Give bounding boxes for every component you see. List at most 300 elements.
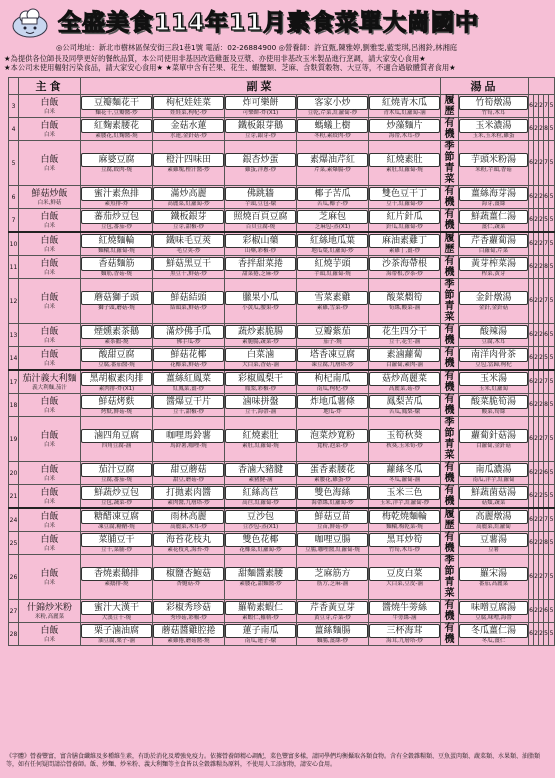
day-cell: 3 — [9, 95, 19, 118]
fruit-cell: 有機 — [441, 347, 459, 371]
dish-name: 玉筍秋葵 — [369, 429, 440, 443]
dish-name: 彩椒鳳梨干 — [225, 372, 296, 386]
dish-name: 紅燒芋頭 — [297, 257, 368, 271]
dish-cell — [153, 141, 225, 186]
dish-ingredients: 麵輪,紅蘿蔔-燒 — [98, 247, 135, 254]
nutrition-value: 6 — [544, 324, 549, 347]
dish-cell — [225, 370, 297, 394]
dish-ingredients: 豆腐,番茄-燒 — [100, 476, 133, 483]
dish-cell — [225, 324, 297, 347]
dish-cell — [81, 256, 153, 279]
dish-cell — [297, 508, 369, 532]
dish-name: 臘果小瓜 — [225, 291, 296, 305]
dish-name: 豆皮白菜 — [369, 567, 440, 581]
dish-cell — [153, 623, 225, 646]
main-cell — [19, 417, 81, 462]
dish-name: 香燒素鵝排 — [81, 567, 152, 581]
day-cell: 20 — [9, 462, 19, 485]
dish-cell — [81, 508, 153, 532]
dish-cell — [369, 95, 441, 118]
dish-ingredients: 筍絲,酸菜-滷 — [388, 304, 421, 311]
soup-name: 鮮蔬薑仁湯 — [459, 210, 528, 224]
dish-cell — [297, 600, 369, 623]
soup-cell — [459, 532, 529, 555]
nutrition-value: 2 — [539, 417, 544, 462]
dish-ingredients: 甜菜捲,芝麻-炒 — [242, 270, 279, 277]
main-ingredients: 白米 — [43, 545, 55, 552]
main-dish: 白飯 — [40, 396, 59, 407]
soup-cell — [459, 394, 529, 417]
dish-ingredients: 秋葵,玉米筍-炒 — [386, 442, 423, 449]
dish-name: 金菇水蓮 — [153, 119, 224, 133]
dish-name: 豆沙包 — [225, 510, 296, 524]
dish-ingredients: 山藥,彩椒-炒 — [244, 247, 277, 254]
main-cell — [19, 347, 81, 371]
dish-name: 鮮蔬炒豆包 — [81, 486, 152, 500]
soup-cell — [459, 141, 529, 186]
dish-cell — [225, 141, 297, 186]
dish-name: 雙色海絲 — [297, 486, 368, 500]
dish-cell — [81, 232, 153, 256]
nutrition-value: 6 — [529, 209, 534, 233]
main-cell — [19, 370, 81, 394]
nutrition-value: 5 — [549, 347, 555, 371]
dish-name: 芹香黃豆芽 — [297, 601, 368, 615]
menu-row — [9, 370, 555, 394]
dish-cell — [369, 370, 441, 394]
dish-cell — [297, 417, 369, 462]
nutrition-value: 2 — [534, 462, 539, 485]
nutrition-value: 5 — [549, 485, 555, 509]
nutrition-value: 6 — [529, 370, 534, 394]
menu-row — [9, 623, 555, 646]
menu-row — [9, 256, 555, 279]
nutrition-value: 6 — [544, 186, 549, 209]
dish-cell — [225, 394, 297, 417]
dish-name: 銀杏炒蛋 — [225, 153, 296, 167]
dish-ingredients: 秀珍菇,彩椒-炒 — [170, 614, 207, 621]
nutrition-value: 2 — [539, 394, 544, 417]
dish-ingredients: 豆干,菜脯-炒 — [100, 546, 133, 553]
dish-ingredients: 百頁豆腐-燒 — [245, 223, 276, 230]
dish-ingredients: 冬瓜,蘿蔔-滷 — [388, 476, 421, 483]
dish-ingredients: 凍豆腐,糖醋-燒 — [98, 523, 135, 530]
dish-cell — [369, 623, 441, 646]
dish-name: 椰子苦瓜 — [297, 187, 368, 201]
soup-name: 南瓜濃湯 — [459, 463, 528, 477]
dish-cell — [297, 141, 369, 186]
nutrition-value: 6 — [529, 232, 534, 256]
nutrition-value: 8 — [544, 118, 549, 141]
soup-cell — [459, 209, 529, 233]
fruit-cell: 季節青菜 — [441, 555, 459, 600]
dish-ingredients: 小黃瓜,腰果-炒 — [242, 304, 279, 311]
dish-ingredients: 苦瓜,鳳梨-燉 — [388, 408, 421, 415]
soup-name: 蘿蔔針菇湯 — [459, 429, 528, 443]
nutrition-value: 2 — [539, 370, 544, 394]
nutrition-value: 5 — [549, 256, 555, 279]
nutrition-value: 5 — [549, 532, 555, 555]
dish-cell — [153, 462, 225, 485]
dish-cell — [225, 279, 297, 324]
nutrition-value: 5 — [549, 118, 555, 141]
dish-name: 鳳梨苦瓜 — [369, 395, 440, 409]
main-dish: 白飯 — [40, 258, 59, 269]
dish-ingredients: 素肚,紅蘿蔔-燒 — [242, 442, 279, 449]
menu-header-row — [9, 78, 555, 95]
nutrition-value: 8 — [544, 532, 549, 555]
main-cell — [19, 186, 81, 209]
nutrition-value: 2 — [539, 209, 544, 233]
dish-cell — [225, 118, 297, 141]
main-ingredients: 白米 — [43, 522, 55, 529]
nutrition-value: 6 — [529, 256, 534, 279]
nutrition-value: 6 — [529, 324, 534, 347]
dish-name: 鮮菇烤麩 — [81, 395, 152, 409]
nutrition-value: 2 — [539, 95, 544, 118]
soup-ingredients: 豆包,當歸,枸杞 — [475, 361, 512, 368]
dish-cell — [153, 485, 225, 509]
main-ingredients: 白米 — [43, 475, 55, 482]
dish-cell — [225, 186, 297, 209]
main-cell — [19, 279, 81, 324]
dish-ingredients: 芋頭,紅蘿蔔-燒 — [314, 270, 351, 277]
main-dish: 什錦炒米粉 — [26, 602, 72, 613]
dish-name: 滷四角豆腐 — [81, 429, 152, 443]
header — [0, 0, 550, 72]
menu-row — [9, 485, 555, 509]
dish-cell — [81, 600, 153, 623]
menu-row — [9, 508, 555, 532]
fruit-cell: 履歷 — [441, 95, 459, 118]
dish-cell — [297, 186, 369, 209]
nutrition-value: 5 — [549, 95, 555, 118]
nutrition-value: 2 — [539, 279, 544, 324]
dish-name: 鮮菇黑豆干 — [153, 257, 224, 271]
nutrition-value: 8 — [544, 256, 549, 279]
dish-cell — [369, 394, 441, 417]
dish-ingredients: 高麗菜,紅蘿蔔-炒 — [167, 200, 210, 207]
main-ingredients: 白米 — [43, 441, 55, 448]
dish-name: 蓮子南瓜 — [225, 624, 296, 638]
soup-name: 鮮蔬菌菇湯 — [459, 486, 528, 500]
soup-cell — [459, 118, 529, 141]
dish-name: 甜麵醬素腰 — [225, 567, 296, 581]
menu-row — [9, 347, 555, 371]
dish-ingredients: 冬粉,素絞肉-炒 — [314, 132, 351, 139]
dish-ingredients: 麵筋,香菇-燒 — [100, 270, 133, 277]
dish-cell — [369, 209, 441, 233]
soup-cell — [459, 347, 529, 371]
fruit-cell: 季節青菜 — [441, 141, 459, 186]
dish-cell — [225, 462, 297, 485]
dish-ingredients: 素肉醬,九層塔-炒 — [167, 499, 210, 506]
dish-ingredients: 素茶鵝-燒 — [104, 338, 129, 345]
dish-ingredients: 素豬腱-滷 — [248, 476, 273, 483]
dish-name: 酸甜豆腐 — [81, 348, 152, 362]
dish-name: 紅片針瓜 — [369, 210, 440, 224]
dish-cell — [81, 394, 153, 417]
day-cell: 7 — [9, 209, 19, 233]
dish-name: 鮮菇花椰 — [153, 348, 224, 362]
soup-cell — [459, 485, 529, 509]
menu-body — [9, 95, 555, 646]
dish-ingredients: 素魚排-炸 — [104, 200, 129, 207]
dish-cell — [81, 417, 153, 462]
nutrition-value: 5 — [549, 600, 555, 623]
dish-ingredients: 素鵝排-燒 — [104, 580, 129, 587]
nutrition-value: 5 — [549, 370, 555, 394]
dish-cell — [369, 532, 441, 555]
dish-name: 芝麻筋方 — [297, 567, 368, 581]
dish-name: 玉米三色 — [369, 486, 440, 500]
dish-cell — [225, 417, 297, 462]
dish-ingredients: 結頭菜,鮮菇-炒 — [170, 304, 207, 311]
dish-cell — [153, 600, 225, 623]
dish-name: 薑絲麵腸 — [297, 624, 368, 638]
dish-name: 雙色花椰 — [225, 533, 296, 547]
main-ingredients: 白米 — [43, 108, 55, 115]
main-dish: 白飯 — [40, 120, 59, 131]
soup-name: 冬瓜薑仁湯 — [459, 624, 528, 638]
soup-name: 酸菜脆筍湯 — [459, 395, 528, 409]
dish-name: 三杯海茸 — [369, 624, 440, 638]
main-cell — [19, 508, 81, 532]
dish-ingredients: 地瓜-炸 — [323, 408, 342, 415]
dishes-column-header: 副菜 — [81, 78, 441, 95]
dish-cell — [225, 232, 297, 256]
main-ingredients: 白米 — [43, 360, 55, 367]
dish-cell — [369, 256, 441, 279]
dish-ingredients: 凍豆腐,九層塔-炒 — [311, 361, 354, 368]
nutrition-value: 5 — [544, 623, 549, 646]
nutrition-value: 2 — [534, 394, 539, 417]
menu-row — [9, 118, 555, 141]
dish-cell — [81, 279, 153, 324]
fruit-cell: 有機 — [441, 324, 459, 347]
dish-cell — [369, 347, 441, 371]
day-cell: 25 — [9, 532, 19, 555]
dish-ingredients: 黑豆干,鮮菇-炒 — [170, 270, 207, 277]
fruit-cell: 履歷 — [441, 232, 459, 256]
main-cell — [19, 141, 81, 186]
soup-name: 高麗燉湯 — [459, 510, 528, 524]
dish-cell — [369, 508, 441, 532]
nutrition-value: 2 — [534, 600, 539, 623]
fruit-cell: 有機 — [441, 370, 459, 394]
dish-ingredients: 素腰花,紅麴醬-燒 — [95, 132, 138, 139]
dish-name: 香拌甜菜捲 — [225, 257, 296, 271]
main-cell — [19, 118, 81, 141]
dish-ingredients: 豆芽,甜椒-炒 — [172, 223, 205, 230]
nutrition-value: 7 — [544, 370, 549, 394]
dish-cell — [81, 555, 153, 600]
notice-line: ★為提供各位師長及同學更好的餐飲品質，本公司使用非基因改造雞蛋及豆漿、亦使用非基改玉米製品進行烹調，請大家安心食用★ — [4, 54, 426, 63]
dish-ingredients: 花椰菜,紅蘿蔔-炒 — [239, 546, 282, 553]
dish-name: 黑耳炒筍 — [369, 533, 440, 547]
dish-ingredients: 豆腸,咖哩醬,紅蘿蔔-燒 — [305, 546, 360, 553]
main-cell — [19, 555, 81, 600]
main-cell — [19, 532, 81, 555]
day-cell: 17 — [9, 370, 19, 394]
soup-ingredients: 南瓜,洋芋,紅蘿蔔 — [472, 476, 515, 483]
soup-ingredients: 竹筍,木耳 — [481, 109, 506, 116]
dish-ingredients: 雞蛋,洋蔥-炒 — [244, 166, 277, 173]
day-cell: 24 — [9, 508, 19, 532]
dish-ingredients: 海茸,九層塔-炒 — [386, 637, 423, 644]
main-dish: 茄汁義大利麵 — [22, 373, 77, 384]
dish-cell — [153, 370, 225, 394]
dish-name: 打拋素肉醬 — [153, 486, 224, 500]
main-ingredients: 米粉,高麗菜 — [34, 613, 65, 620]
nutrition-value: 5 — [549, 623, 555, 646]
main-cell — [19, 394, 81, 417]
nutrition-value: 2 — [534, 118, 539, 141]
soup-ingredients: 番茄,高麗菜 — [478, 580, 509, 587]
dish-ingredients: 豆腐,絞肉-燒 — [100, 166, 133, 173]
dish-name: 菜脯豆干 — [81, 533, 152, 547]
dish-cell — [297, 394, 369, 417]
dish-ingredients: 花椰菜,鮮菇-炒 — [170, 361, 207, 368]
soup-ingredients: 白蘿蔔,金針菇 — [476, 442, 511, 449]
dish-cell — [297, 232, 369, 256]
dish-ingredients: 紅鳳菜,薑-炒 — [172, 385, 205, 392]
dish-cell — [81, 209, 153, 233]
dish-ingredients: 海帶絲,紅蘿蔔-炒 — [311, 499, 354, 506]
soup-cell — [459, 186, 529, 209]
soup-cell — [459, 232, 529, 256]
fruit-cell: 有機 — [441, 209, 459, 233]
dish-cell — [369, 324, 441, 347]
main-ingredients: 義大利麵,茄汁 — [32, 384, 67, 391]
main-column-header: 主食 — [19, 78, 81, 95]
dish-cell — [225, 555, 297, 600]
day-cell: 6 — [9, 186, 19, 209]
nutrition-value: 2 — [534, 347, 539, 371]
soup-ingredients: 酸菜,筍絲 — [481, 408, 506, 415]
dish-cell — [153, 324, 225, 347]
nutrition-value: 2 — [539, 485, 544, 509]
nutrition-value: 2 — [539, 324, 544, 347]
nutrition-value: 2 — [539, 347, 544, 371]
menu-row — [9, 141, 555, 186]
soup-name: 金針燉湯 — [459, 291, 528, 305]
dish-ingredients: 芝麻包-蒸(X1) — [314, 223, 351, 230]
soup-cell — [459, 279, 529, 324]
dish-ingredients: 豆芽,銀芽-炒 — [244, 132, 277, 139]
dish-cell — [225, 532, 297, 555]
nutrition-value: 5 — [549, 394, 555, 417]
dish-cell — [81, 95, 153, 118]
soup-ingredients: 冬瓜,薑仁 — [481, 637, 506, 644]
dish-name: 白菜滷 — [225, 348, 296, 362]
soup-cell — [459, 370, 529, 394]
day-cell: 5 — [9, 141, 19, 186]
fruit-cell: 有機 — [441, 256, 459, 279]
dish-ingredients: 黃豆芽,芹菜-炒 — [314, 614, 351, 621]
dish-name: 滿炒佛手瓜 — [153, 325, 224, 339]
dish-name: 蘑菇獅子頭 — [81, 291, 152, 305]
dish-ingredients: 豆腐,番茄醬-燒 — [98, 361, 135, 368]
main-ingredients: 白米 — [43, 246, 55, 253]
fruit-cell: 季節青菜 — [441, 279, 459, 324]
menu-row — [9, 279, 555, 324]
nutrition-value: 2 — [539, 232, 544, 256]
day-cell: 12 — [9, 279, 19, 324]
dish-cell — [297, 347, 369, 371]
soup-cell — [459, 600, 529, 623]
dish-cell — [297, 485, 369, 509]
dish-name: 紅絲高苣 — [225, 486, 296, 500]
menu-row — [9, 600, 555, 623]
fruit-cell: 有機 — [441, 532, 459, 555]
dish-ingredients: 海帶根,沙茶-炒 — [386, 270, 423, 277]
dish-cell — [297, 209, 369, 233]
nutrition-value: 7 — [544, 141, 549, 186]
dish-cell — [369, 141, 441, 186]
dish-ingredients: 甜豆,蘑菇-炒 — [172, 476, 205, 483]
dish-name: 雨林高麗 — [153, 510, 224, 524]
nutrition-value: 2 — [539, 141, 544, 186]
dish-cell — [369, 118, 441, 141]
dish-ingredients: 杏鮑菇-炸 — [176, 580, 201, 587]
dish-name: 煙燻素茶鵝 — [81, 325, 152, 339]
soup-name: 竹筍燉湯 — [459, 96, 528, 110]
dish-name: 枸杞南瓜 — [297, 372, 368, 386]
dish-ingredients: 豆干,海帶-滷 — [244, 408, 277, 415]
dish-ingredients: 素雞塊,橙汁醬-炒 — [167, 166, 210, 173]
dish-name: 彩椒秀珍菇 — [153, 601, 224, 615]
dish-name: 菇炒高麗菜 — [369, 372, 440, 386]
dish-ingredients: 大漢豆干-燒 — [101, 614, 132, 621]
dish-cell — [225, 623, 297, 646]
dish-cell — [225, 256, 297, 279]
main-dish: 白飯 — [40, 534, 59, 545]
dish-ingredients: 豆干,甜椒-炒 — [172, 408, 205, 415]
nutrition-value: 6 — [529, 279, 534, 324]
nutrition-value: 6 — [529, 555, 534, 600]
dish-name: 蜜汁素魚排 — [81, 187, 152, 201]
soup-ingredients: 高麗菜,紅蘿蔔 — [476, 523, 511, 530]
soup-ingredients: 豆腐,味噌,海帶 — [475, 614, 512, 621]
dish-name: 椒鹽杏鮑菇 — [153, 567, 224, 581]
nutrition-value: 2 — [534, 95, 539, 118]
dish-name: 麻油素雞丁 — [369, 234, 440, 248]
dish-name: 雪菜素雞 — [297, 291, 368, 305]
main-dish: 白飯 — [40, 326, 59, 337]
dish-name: 羅勒素蝦仁 — [225, 601, 296, 615]
dish-cell — [297, 95, 369, 118]
main-ingredients: 白米 — [43, 337, 55, 344]
nutrition-value: 2 — [534, 508, 539, 532]
dish-ingredients: 素雞,雪菜-炒 — [316, 304, 349, 311]
dish-name: 炒藻麵片 — [369, 119, 440, 133]
dish-ingredients: 芋頭,豆包-燉 — [244, 200, 277, 207]
dish-name: 糖醋凍豆腐 — [81, 510, 152, 524]
soup-ingredients: 薑仁,蔬菜 — [481, 223, 506, 230]
nutrition-value: 2 — [539, 600, 544, 623]
dish-ingredients: 大白菜,香菇-滷 — [242, 361, 279, 368]
nutrition-value: 5 — [544, 485, 549, 509]
dish-name: 茄汁豆腐 — [81, 463, 152, 477]
soup-ingredients: 金針,金針菇 — [478, 304, 509, 311]
nutrition-value: 6 — [544, 600, 549, 623]
nutrition-value: 7 — [544, 508, 549, 532]
nutrition-value: 5 — [549, 508, 555, 532]
nutrition-column-header — [529, 78, 555, 95]
dish-cell — [297, 370, 369, 394]
soup-ingredients: 榨菜,黃芽 — [481, 270, 506, 277]
